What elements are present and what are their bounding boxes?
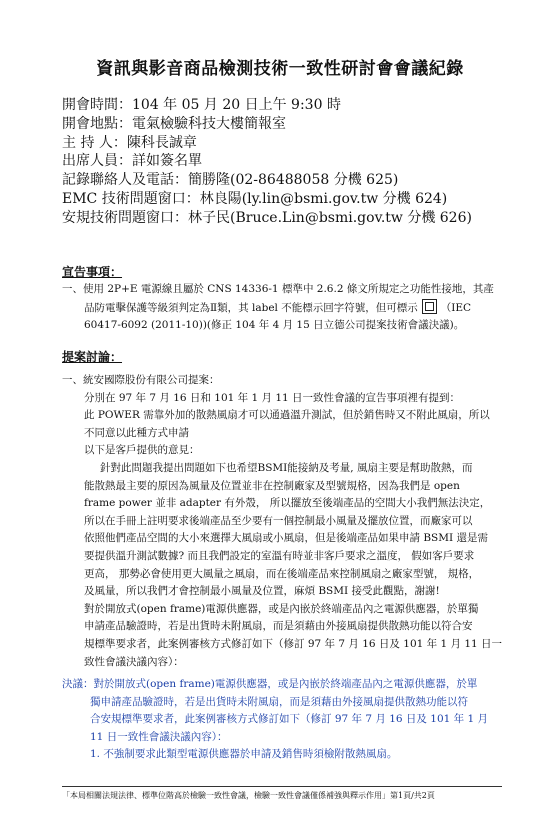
- recorder-contact: 記錄聯絡人及電話：簡勝隆(02-86488058 分機 625): [62, 172, 399, 189]
- proposal-line: 申請產品驗證時，若是出貨時未附風扇，而是須藉由外接風扇提供散熱功能以符合安: [84, 620, 473, 633]
- announce-heading: 宣告事項：: [62, 265, 123, 279]
- safety-contact: 安規技術問題窗口：林子民(Bruce.Lin@bsmi.gov.tw 分機 626): [62, 209, 472, 226]
- announce-line-2: [62, 299, 508, 318]
- proposal-heading: 提案討論：: [62, 350, 123, 364]
- proposal-line: 更高， 那勢必會使用更大風量之風扇，而在後端產品來控制風扇之廠家型號， 規格，: [84, 567, 480, 580]
- meeting-time: 開會時間：104 年 05 月 20 日上午 9:30 時: [62, 97, 341, 113]
- meeting-location: 開會地點：電氣檢驗科技大樓簡報室: [62, 115, 286, 132]
- proposal-line: 以下是客戶提供的意見：: [84, 444, 200, 457]
- meeting-info: [62, 96, 532, 228]
- proposal-section: [62, 372, 508, 671]
- proposal-line: 能散熱最主要的原因為風量及位置並非在控制廠家及型號規格，因為我們是 open: [84, 479, 460, 492]
- emc-contact: EMC 技術問題窗口：林良陽(ly.lin@bsmi.gov.tw 分機 624): [62, 190, 448, 207]
- resolution-line: 合安規標準要求者，此案例審核方式修訂如下（修訂 97 年 7 月 16 日及 101 年 1 月: [90, 713, 488, 726]
- meeting-chair: 主 持 人：陳科長誠章: [62, 134, 197, 151]
- proposal-line: frame power 並非 adapter 有外殼， 所以擺放至後端產品的空間大小我們無法決定，: [84, 497, 491, 510]
- proposal-line: 此 POWER 需靠外加的散熱風扇才可以通過溫升測試，但於銷售時又不附此風扇，所以: [84, 409, 490, 422]
- resolution-line: 11 日一致性會議決議內容）：: [90, 730, 228, 743]
- proposal-line: 對於開放式(open frame)電源供應器，或是內嵌於終端產品內之電源供應器，於單獨: [84, 602, 479, 615]
- proposal-line: 要提供溫升測試數據? 而且我們設定的室溫有時並非客戶要求之溫度， 假如客戶要求: [84, 549, 475, 562]
- class-ii-symbol-icon: [422, 299, 437, 314]
- proposal-line: 及風量，所以我們才會控制最小風量及位置，麻煩 BSMI 接受此觀點，謝謝!: [84, 585, 440, 598]
- announce-line-2a: 品防電擊保護等級須判定為Ⅱ類，其 label 不能標示回字符號，但可標示: [84, 301, 418, 314]
- proposal-line: 致性會議決議內容）：: [84, 655, 184, 668]
- proposal-line: 不同意以此種方式申請: [84, 426, 189, 439]
- announce-line-2b: （IEC: [440, 301, 472, 314]
- proposal-line: 一、統安國際股份有限公司提案：: [62, 374, 220, 386]
- proposal-line: 針對此問題我提出問題如下也希望BSMI能接納及考量, 風扇主要是幫助散熱，而: [100, 461, 473, 474]
- resolution-item-1: 1. 不強制要求此類型電源供應器於申請及銷售時須檢附散熱風扇。: [90, 748, 398, 761]
- resolution-line: 獨申請產品驗證時，若是出貨時未附風扇，而是須藉由外接風扇提供散熱功能以符: [90, 695, 468, 708]
- document-title: 資訊與影音商品檢測技術一致性研討會會議紀錄: [96, 59, 464, 79]
- resolution-line: 決議：對於開放式(open frame)電源供應器，或是內嵌於終端產品內之電源供應器，於單: [62, 678, 478, 690]
- proposal-line: 所以在手冊上註明要求後端產品至少要有一個控制最小風量及擺放位置，而廠家可以: [84, 514, 473, 527]
- proposal-line: 依照他們產品空間的大小來選擇大風扇或小風扇，但是後端產品如果申請 BSMI 還是需: [84, 532, 488, 545]
- page-footer: 「本局相關法規法律、標準位階高於檢驗一致性會議，檢驗一致性會議僅係補強與釋示作用」第1頁/共2頁: [62, 786, 502, 801]
- resolution-section: [62, 676, 512, 764]
- attendees: 出席人員：詳如簽名單: [62, 153, 202, 170]
- announce-line-3: 60417-6092 (2011-10))(修正 104 年 4 月 15 日立德公司提案技術會議決議)。: [84, 319, 465, 332]
- announce-line-1: 一、使用 2P+E 電源線且屬於 CNS 14336-1 標準中 2.6.2 條文所規定之功能性接地，其產: [62, 283, 494, 295]
- announce-section: [62, 281, 508, 335]
- proposal-line: 規標準要求者，此案例審核方式修訂如下（修訂 97 年 7 月 16 日及 101 年 1 月 11 日一: [84, 637, 503, 650]
- proposal-line: 分別在 97 年 7 月 16 日和 101 年 1 月 11 日一致性會議的宣告事項裡有提到：: [84, 391, 461, 404]
